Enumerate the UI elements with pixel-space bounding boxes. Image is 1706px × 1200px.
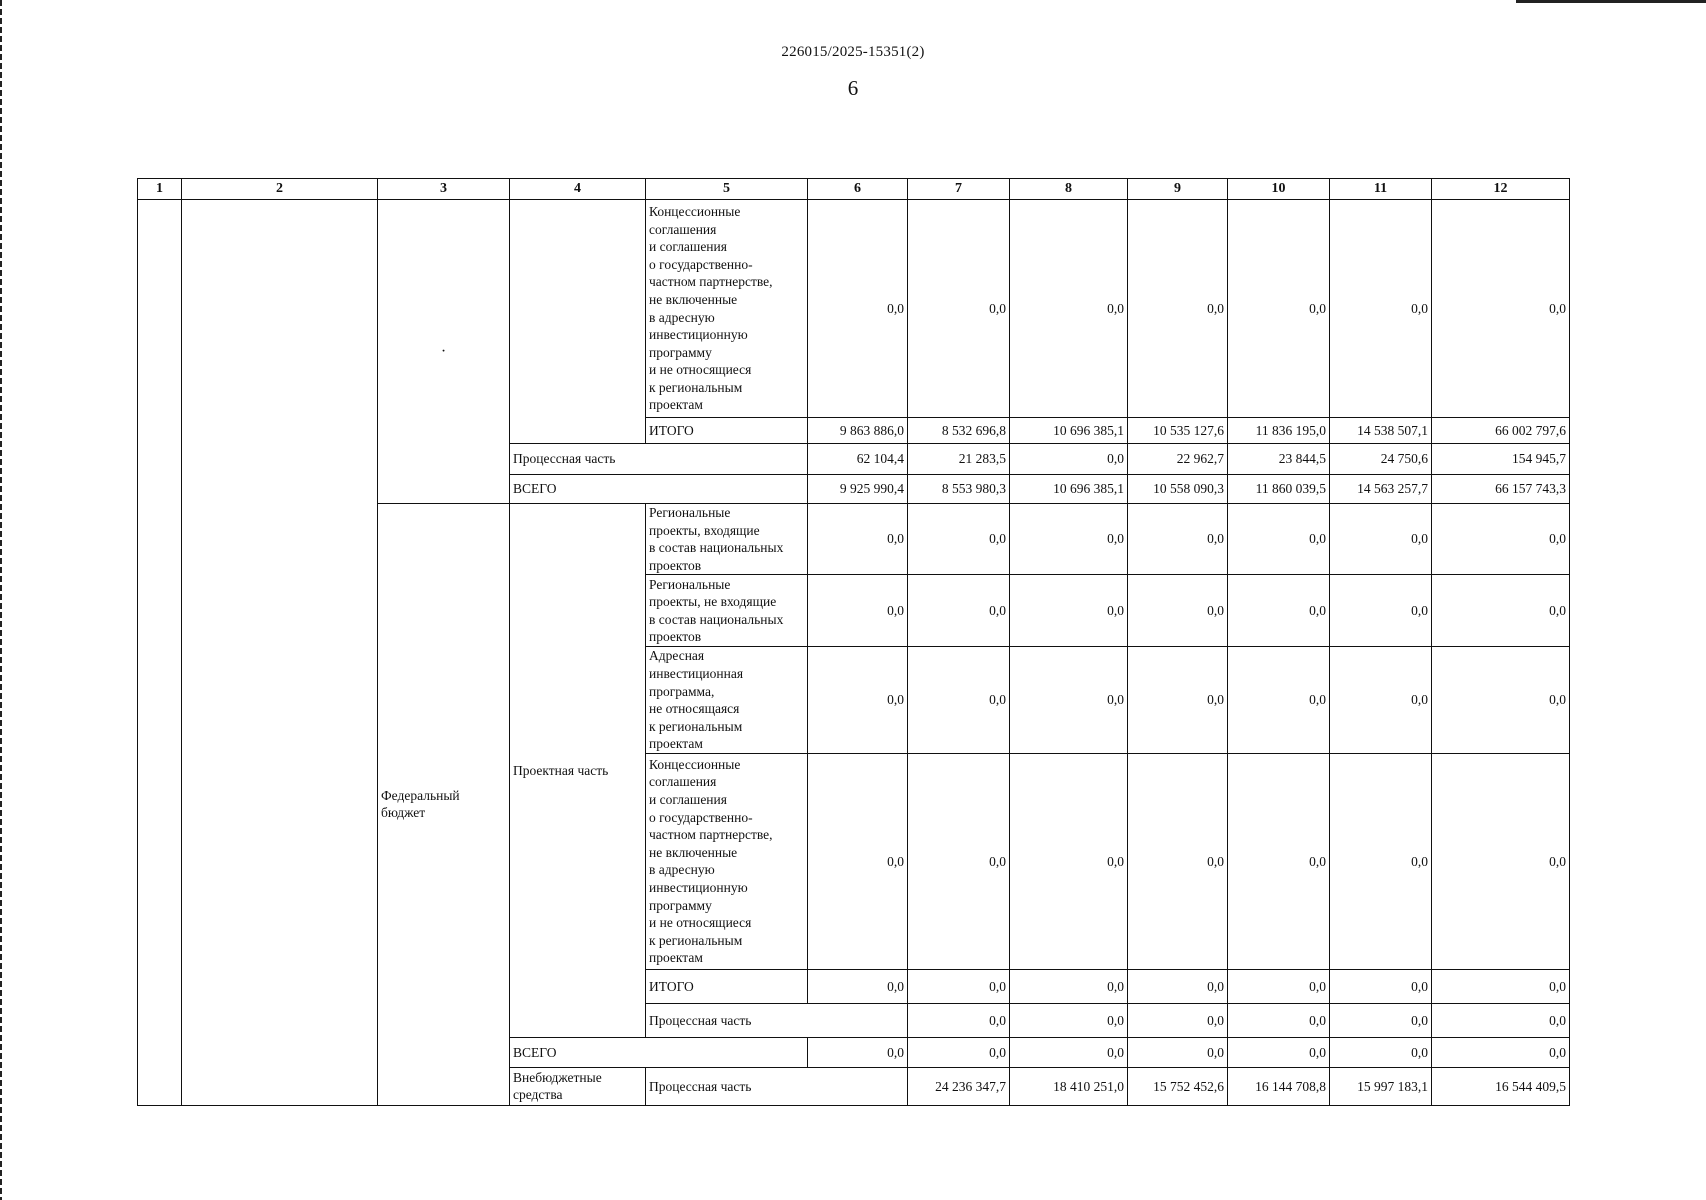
- row-label-vsego: ВСЕГО: [510, 1037, 808, 1067]
- col2-cell: [182, 200, 378, 1106]
- column-header: 12: [1432, 179, 1570, 200]
- funding-source-federal: Федеральный бюджет: [378, 504, 510, 1106]
- value-cell: 0,0: [1128, 504, 1228, 575]
- value-cell: 16 144 708,8: [1228, 1067, 1330, 1105]
- row-label-process: Процессная часть: [646, 1003, 908, 1037]
- value-cell: 0,0: [1228, 575, 1330, 647]
- value-cell: 0,0: [908, 200, 1010, 418]
- scan-top-right-mark: [1516, 0, 1706, 3]
- value-cell: 22 962,7: [1128, 444, 1228, 475]
- value-cell: 0,0: [908, 647, 1010, 754]
- value-cell: 0,0: [808, 200, 908, 418]
- value-cell: 15 752 452,6: [1128, 1067, 1228, 1105]
- value-cell: 24 236 347,7: [908, 1067, 1010, 1105]
- value-cell: 0,0: [808, 647, 908, 754]
- value-cell: 0,0: [1010, 200, 1128, 418]
- column-header: 4: [510, 179, 646, 200]
- document-number: 226015/2025-15351(2): [781, 44, 925, 60]
- column-header: 6: [808, 179, 908, 200]
- value-cell: 9 925 990,4: [808, 475, 908, 504]
- value-cell: 0,0: [808, 504, 908, 575]
- value-cell: 0,0: [808, 753, 908, 969]
- table-row-concession-1: [138, 200, 1570, 418]
- value-cell: 0,0: [1330, 647, 1432, 754]
- value-cell: 0,0: [908, 575, 1010, 647]
- funding-source-cell-continued: [378, 200, 510, 504]
- value-cell: 0,0: [808, 1037, 908, 1067]
- value-cell: 0,0: [1228, 753, 1330, 969]
- value-cell: 0,0: [1128, 1037, 1228, 1067]
- value-cell: 0,0: [1128, 647, 1228, 754]
- scan-left-edge: [0, 0, 2, 1200]
- value-cell: 0,0: [1330, 1037, 1432, 1067]
- value-cell: 10 696 385,1: [1010, 418, 1128, 444]
- value-cell: 66 002 797,6: [1432, 418, 1570, 444]
- value-cell: 8 553 980,3: [908, 475, 1010, 504]
- value-cell: 0,0: [1128, 1003, 1228, 1037]
- row-label-process: Процессная часть: [646, 1067, 908, 1105]
- value-cell: 0,0: [1010, 575, 1128, 647]
- value-cell: 0,0: [1330, 200, 1432, 418]
- value-cell: 0,0: [1010, 1037, 1128, 1067]
- value-cell: 0,0: [1128, 969, 1228, 1003]
- value-cell: 0,0: [808, 969, 908, 1003]
- value-cell: 0,0: [1432, 200, 1570, 418]
- value-cell: 0,0: [908, 504, 1010, 575]
- value-cell: 66 157 743,3: [1432, 475, 1570, 504]
- value-cell: 0,0: [1432, 753, 1570, 969]
- row-label-process: Процессная часть: [510, 444, 808, 475]
- part-cell-continued: [510, 200, 646, 444]
- value-cell: 0,0: [1228, 647, 1330, 754]
- value-cell: 0,0: [808, 575, 908, 647]
- value-cell: 0,0: [1128, 575, 1228, 647]
- value-cell: 0,0: [1010, 1003, 1128, 1037]
- value-cell: 11 860 039,5: [1228, 475, 1330, 504]
- row-label-concession: Концессионные соглашения и соглашения о государственно- частном партнерстве, не включенные в адресную инвестиционную программу и не относящиеся к региональным проектам: [646, 753, 808, 969]
- row-label-regional-in: Региональные проекты, входящие в состав национальных проектов: [646, 504, 808, 575]
- value-cell: 0,0: [1228, 200, 1330, 418]
- value-cell: 0,0: [1228, 969, 1330, 1003]
- value-cell: 14 563 257,7: [1330, 475, 1432, 504]
- row-label-address-program: Адресная инвестиционная программа, не относящаяся к региональным проектам: [646, 647, 808, 754]
- column-header: 9: [1128, 179, 1228, 200]
- value-cell: 0,0: [1010, 969, 1128, 1003]
- value-cell: 24 750,6: [1330, 444, 1432, 475]
- column-header: 11: [1330, 179, 1432, 200]
- budget-table: [137, 178, 1570, 1106]
- dot-mark: ·: [440, 342, 447, 360]
- value-cell: 0,0: [1432, 1037, 1570, 1067]
- value-cell: 10 696 385,1: [1010, 475, 1128, 504]
- value-cell: 0,0: [1432, 969, 1570, 1003]
- row-label-itogo: ИТОГО: [646, 969, 808, 1003]
- row-label-itogo: ИТОГО: [646, 418, 808, 444]
- column-header: 5: [646, 179, 808, 200]
- table-header-row: [138, 179, 1570, 200]
- value-cell: 14 538 507,1: [1330, 418, 1432, 444]
- page-number: 6: [847, 76, 859, 100]
- funding-source-extrabudget: Внебюджетные средства: [510, 1067, 646, 1105]
- value-cell: 0,0: [1330, 1003, 1432, 1037]
- value-cell: 0,0: [1228, 504, 1330, 575]
- value-cell: 21 283,5: [908, 444, 1010, 475]
- value-cell: 0,0: [1228, 1037, 1330, 1067]
- value-cell: 0,0: [1128, 200, 1228, 418]
- value-cell: 0,0: [908, 1037, 1010, 1067]
- value-cell: 0,0: [1010, 753, 1128, 969]
- value-cell: 11 836 195,0: [1228, 418, 1330, 444]
- value-cell: 10 535 127,6: [1128, 418, 1228, 444]
- value-cell: 0,0: [908, 1003, 1010, 1037]
- value-cell: 154 945,7: [1432, 444, 1570, 475]
- value-cell: 0,0: [1432, 1003, 1570, 1037]
- row-label-vsego: ВСЕГО: [510, 475, 808, 504]
- value-cell: 0,0: [1330, 504, 1432, 575]
- value-cell: 8 532 696,8: [908, 418, 1010, 444]
- value-cell: 15 997 183,1: [1330, 1067, 1432, 1105]
- value-cell: 0,0: [1010, 504, 1128, 575]
- value-cell: 0,0: [1432, 504, 1570, 575]
- value-cell: 0,0: [1330, 753, 1432, 969]
- row-label-concession: Концессионные соглашения и соглашения о государственно- частном партнерстве, не включенные в адресную инвестиционную программу и не относящиеся к региональным проектам: [646, 200, 808, 418]
- row-label-regional-out: Региональные проекты, не входящие в состав национальных проектов: [646, 575, 808, 647]
- value-cell: 0,0: [1010, 647, 1128, 754]
- value-cell: 10 558 090,3: [1128, 475, 1228, 504]
- column-header: 10: [1228, 179, 1330, 200]
- value-cell: 0,0: [1128, 753, 1228, 969]
- value-cell: 0,0: [908, 753, 1010, 969]
- value-cell: 16 544 409,5: [1432, 1067, 1570, 1105]
- value-cell: 62 104,4: [808, 444, 908, 475]
- value-cell: 9 863 886,0: [808, 418, 908, 444]
- value-cell: 0,0: [1010, 444, 1128, 475]
- column-header: 1: [138, 179, 182, 200]
- col1-cell: [138, 200, 182, 1106]
- column-header: 7: [908, 179, 1010, 200]
- value-cell: 0,0: [1330, 575, 1432, 647]
- column-header: 2: [182, 179, 378, 200]
- part-label-project: Проектная часть: [510, 504, 646, 1038]
- value-cell: 23 844,5: [1228, 444, 1330, 475]
- value-cell: 0,0: [908, 969, 1010, 1003]
- value-cell: 0,0: [1432, 575, 1570, 647]
- value-cell: 0,0: [1432, 647, 1570, 754]
- value-cell: 0,0: [1330, 969, 1432, 1003]
- value-cell: 0,0: [1228, 1003, 1330, 1037]
- column-header: 3: [378, 179, 510, 200]
- value-cell: 18 410 251,0: [1010, 1067, 1128, 1105]
- column-header: 8: [1010, 179, 1128, 200]
